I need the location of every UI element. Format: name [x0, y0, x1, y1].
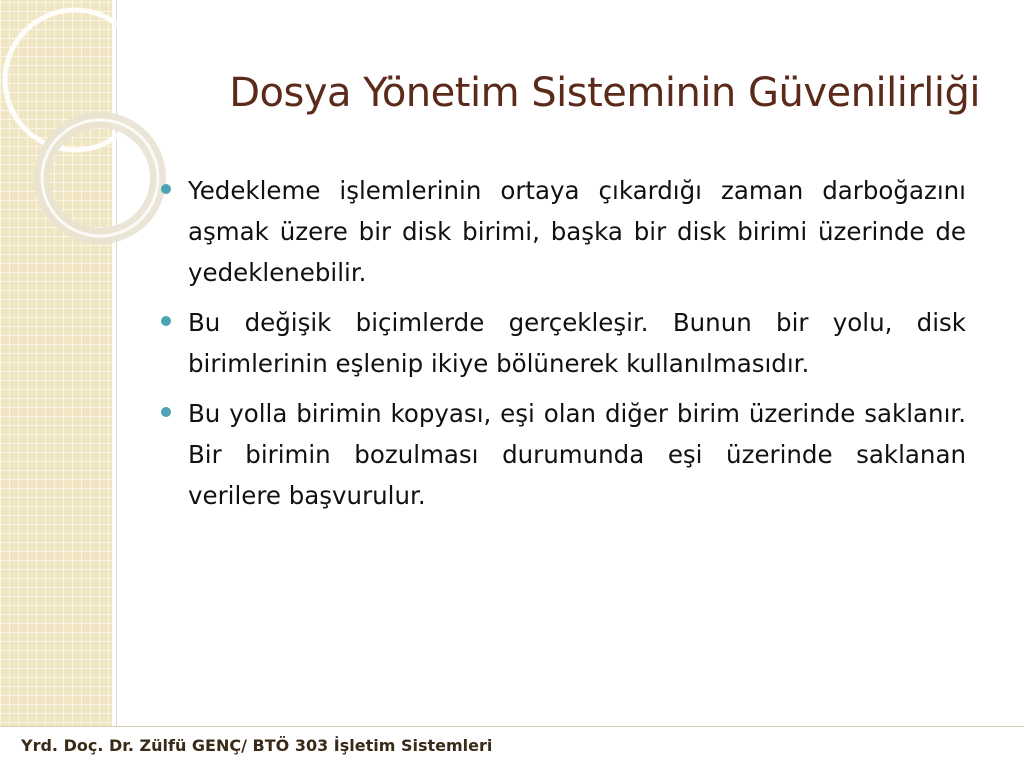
decorative-ring-small-inner: [42, 120, 158, 236]
bullet-text: Bu yolla birimin kopyası, eşi olan diğer birim üzerinde saklanır. Bir birimin bozulması durumunda eşi üzerinde saklanan verilere başvurulur.: [188, 399, 966, 510]
bullet-dot-icon: [161, 407, 171, 417]
bullet-dot-icon: [161, 316, 171, 326]
footer-text: Yrd. Doç. Dr. Zülfü GENÇ/ BTÖ 303 İşletim Sistemleri: [21, 736, 493, 755]
slide-title: Dosya Yönetim Sisteminin Güvenilirliği: [229, 70, 980, 116]
bullet-text: Bu değişik biçimlerde gerçekleşir. Bunun bir yolu, disk birimlerinin eşlenip ikiye bölünerek kullanılmasıdır.: [188, 308, 966, 378]
bullet-text: Yedekleme işlemlerinin ortaya çıkardığı zaman darboğazını aşmak üzere bir disk birimi, başka bir disk birimi üzerinde de yedeklenebilir.: [188, 176, 966, 287]
footer-divider: [0, 726, 1024, 727]
bullet-list: [160, 170, 966, 525]
bullet-dot-icon: [161, 184, 171, 194]
bullet-item: [160, 302, 966, 384]
bullet-item: [160, 170, 966, 293]
bullet-item: [160, 393, 966, 516]
